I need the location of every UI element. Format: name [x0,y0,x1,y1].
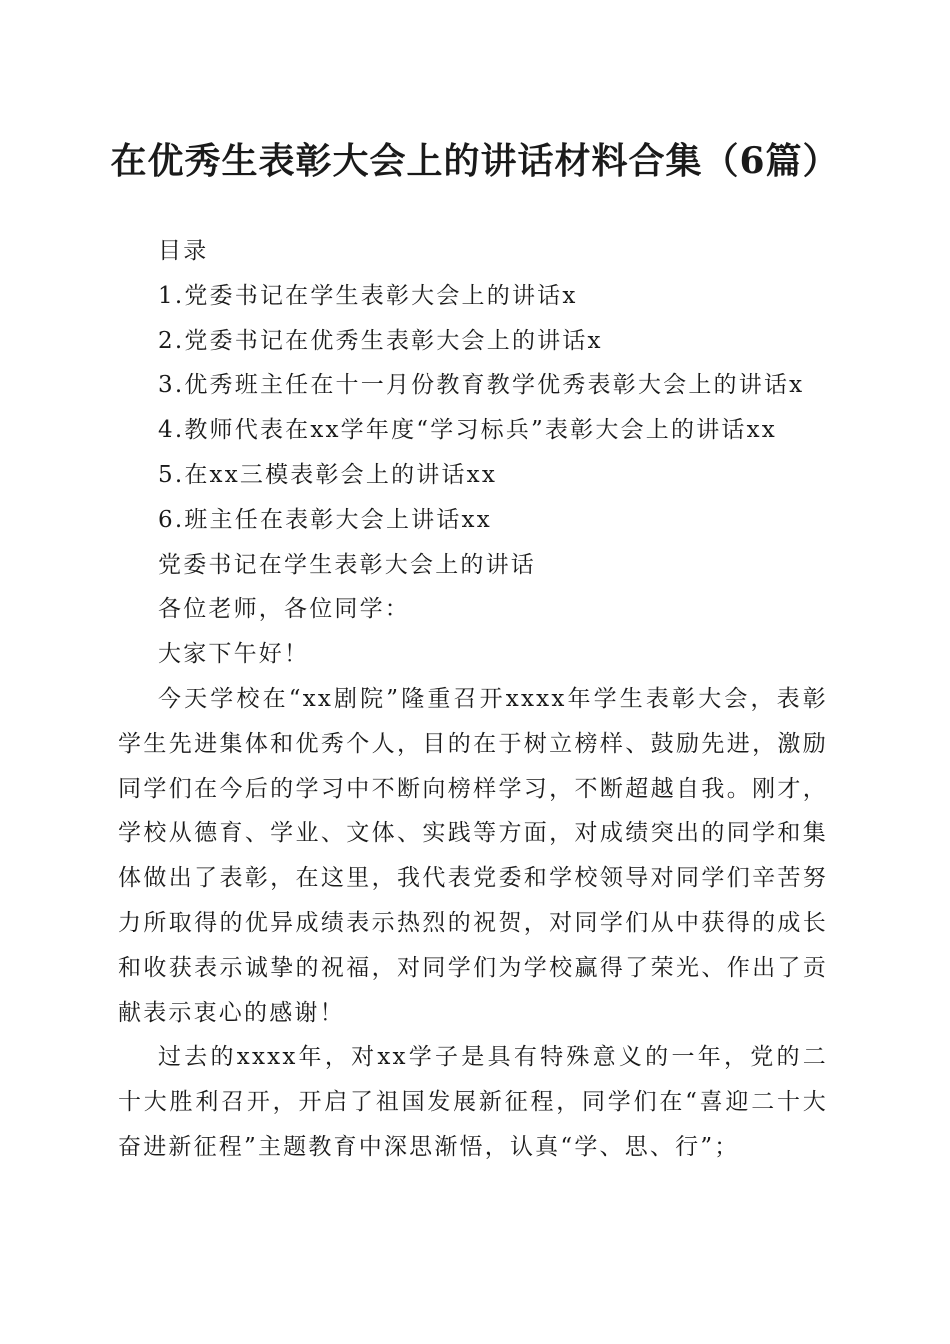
salutation: 各位老师，各位同学： [158,596,410,623]
greeting: 大家下午好！ [158,641,310,668]
toc-item: 6.班主任在表彰大会上讲话xx [158,506,492,533]
toc-item: 2.党委书记在优秀生表彰大会上的讲话x [158,327,603,354]
section-title: 党委书记在学生表彰大会上的讲话 [158,551,536,578]
toc-heading: 目录 [158,238,209,264]
document-title: 在优秀生表彰大会上的讲话材料合集（6篇） [110,140,840,182]
body-paragraph: 今天学校在“xx剧院”隆重召开xxxx年学生表彰大会，表彰学生先进集体和优秀个人，目的在于树立榜样、鼓励先进，激励同学们在今后的学习中不断向榜样学习，不断超越自我。刚才，学校从德育、学业、文体、实践等方面，对成绩突出的同学和集体做出了表彰，在这里，我代表党委和学校领导对同学们辛苦努力所取得的优异成绩表示热烈的祝贺，对同学们从中获得的成长和收获表示诚挚的祝福，对同学们为学校赢得了荣光、作出了贡献表示衷心的感谢！ [118,685,828,1026]
document-body [118,229,828,1170]
toc-item: 1.党委书记在学生表彰大会上的讲话x [158,282,578,309]
body-paragraph: 过去的xxxx年，对xx学子是具有特殊意义的一年，党的二十大胜利召开，开启了祖国发展新征程，同学们在“喜迎二十大奋进新征程”主题教育中深思渐悟，认真“学、思、行”； [118,1044,828,1160]
toc-item: 5.在xx三模表彰会上的讲话xx [158,461,498,488]
toc-item: 4.教师代表在xx学年度“学习标兵”表彰大会上的讲话xx [158,417,777,444]
toc-item: 3.优秀班主任在十一月份教育教学优秀表彰大会上的讲话x [158,372,805,399]
